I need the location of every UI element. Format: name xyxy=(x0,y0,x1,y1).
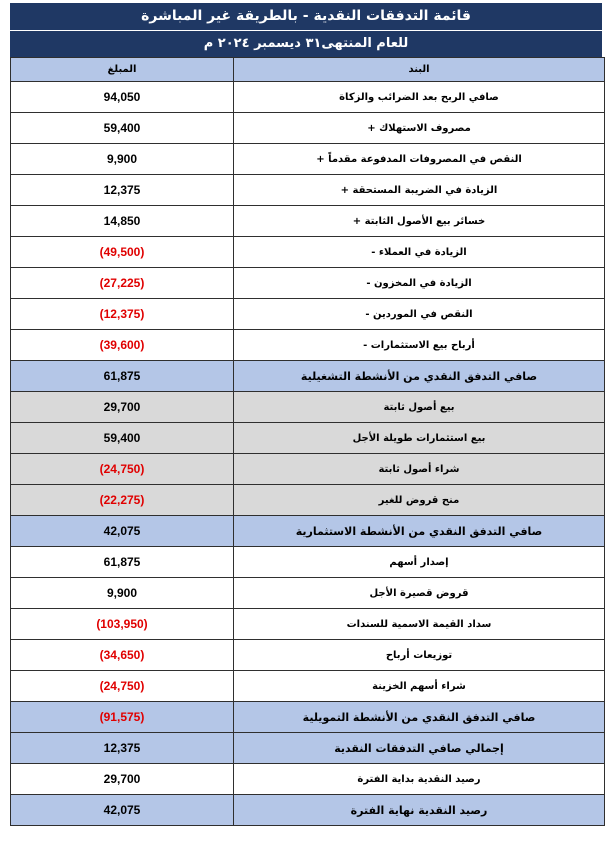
item-cell: النقص في المصروفات المدفوعة مقدماً + xyxy=(234,144,605,175)
amount-cell: (34,650) xyxy=(11,640,234,671)
table-row xyxy=(11,268,605,299)
cash-flow-table xyxy=(10,57,605,826)
amount-cell: 12,375 xyxy=(11,175,234,206)
table-row xyxy=(11,299,605,330)
amount-cell: 59,400 xyxy=(11,423,234,454)
item-cell: أرباح بيع الاستثمارات - xyxy=(234,330,605,361)
amount-cell: (91,575) xyxy=(11,702,234,733)
table-body xyxy=(11,82,605,826)
amount-cell: 61,875 xyxy=(11,547,234,578)
amount-cell: 29,700 xyxy=(11,392,234,423)
statement-title: قائمة التدفقات النقدية - بالطريقة غير المباشرة xyxy=(10,3,602,31)
amount-cell: (49,500) xyxy=(11,237,234,268)
amount-cell: 9,900 xyxy=(11,578,234,609)
item-cell: رصيد النقدية بداية الفترة xyxy=(234,764,605,795)
item-cell: صافي التدفق النقدي من الأنشطة التمويلية xyxy=(234,702,605,733)
amount-cell: 61,875 xyxy=(11,361,234,392)
item-cell: إصدار أسهم xyxy=(234,547,605,578)
table-row xyxy=(11,671,605,702)
table-header-row xyxy=(11,58,605,82)
item-cell: بيع أصول ثابتة xyxy=(234,392,605,423)
amount-cell: (24,750) xyxy=(11,671,234,702)
item-cell: النقص في الموردين - xyxy=(234,299,605,330)
table-row xyxy=(11,237,605,268)
item-cell: صافي الربح بعد الضرائب والزكاة xyxy=(234,82,605,113)
table-row xyxy=(11,113,605,144)
item-cell: الزيادة في المخزون - xyxy=(234,268,605,299)
subtotal-row xyxy=(11,733,605,764)
table-row xyxy=(11,206,605,237)
amount-cell: (103,950) xyxy=(11,609,234,640)
amount-cell: 42,075 xyxy=(11,795,234,826)
item-cell: صافي التدفق النقدي من الأنشطة التشغيلية xyxy=(234,361,605,392)
column-header-item: البند xyxy=(234,58,605,82)
amount-cell: (24,750) xyxy=(11,454,234,485)
table-row xyxy=(11,547,605,578)
table-row xyxy=(11,82,605,113)
table-row xyxy=(11,330,605,361)
amount-cell: 14,850 xyxy=(11,206,234,237)
table-row xyxy=(11,609,605,640)
amount-cell: (39,600) xyxy=(11,330,234,361)
table-row xyxy=(11,454,605,485)
item-cell: خسائر بيع الأصول الثابتة + xyxy=(234,206,605,237)
table-row xyxy=(11,423,605,454)
item-cell: رصيد النقدية نهاية الفترة xyxy=(234,795,605,826)
table-row xyxy=(11,764,605,795)
amount-cell: (12,375) xyxy=(11,299,234,330)
subtotal-row xyxy=(11,516,605,547)
table-row xyxy=(11,392,605,423)
table-row xyxy=(11,578,605,609)
amount-cell: 29,700 xyxy=(11,764,234,795)
amount-cell: (27,225) xyxy=(11,268,234,299)
amount-cell: (22,275) xyxy=(11,485,234,516)
item-cell: بيع استثمارات طويلة الأجل xyxy=(234,423,605,454)
item-cell: سداد القيمة الاسمية للسندات xyxy=(234,609,605,640)
item-cell: شراء أسهم الخزينة xyxy=(234,671,605,702)
table-row xyxy=(11,144,605,175)
table-row xyxy=(11,485,605,516)
item-cell: منح قروض للغير xyxy=(234,485,605,516)
item-cell: مصروف الاستهلاك + xyxy=(234,113,605,144)
column-header-amount: المبلغ xyxy=(11,58,234,82)
subtotal-row xyxy=(11,795,605,826)
statement-subtitle: للعام المنتهى٣١ ديسمبر ٢٠٢٤ م xyxy=(10,31,602,57)
item-cell: شراء أصول ثابتة xyxy=(234,454,605,485)
item-cell: الزيادة في الضريبة المستحقة + xyxy=(234,175,605,206)
subtotal-row xyxy=(11,702,605,733)
item-cell: إجمالي صافي التدفقات النقدية xyxy=(234,733,605,764)
amount-cell: 94,050 xyxy=(11,82,234,113)
item-cell: الزيادة في العملاء - xyxy=(234,237,605,268)
table-row xyxy=(11,640,605,671)
table-row xyxy=(11,175,605,206)
subtotal-row xyxy=(11,361,605,392)
amount-cell: 9,900 xyxy=(11,144,234,175)
amount-cell: 59,400 xyxy=(11,113,234,144)
amount-cell: 42,075 xyxy=(11,516,234,547)
amount-cell: 12,375 xyxy=(11,733,234,764)
item-cell: توزيعات أرباح xyxy=(234,640,605,671)
cash-flow-statement xyxy=(10,3,602,826)
item-cell: قروض قصيرة الأجل xyxy=(234,578,605,609)
item-cell: صافي التدفق النقدي من الأنشطة الاستثمارية xyxy=(234,516,605,547)
